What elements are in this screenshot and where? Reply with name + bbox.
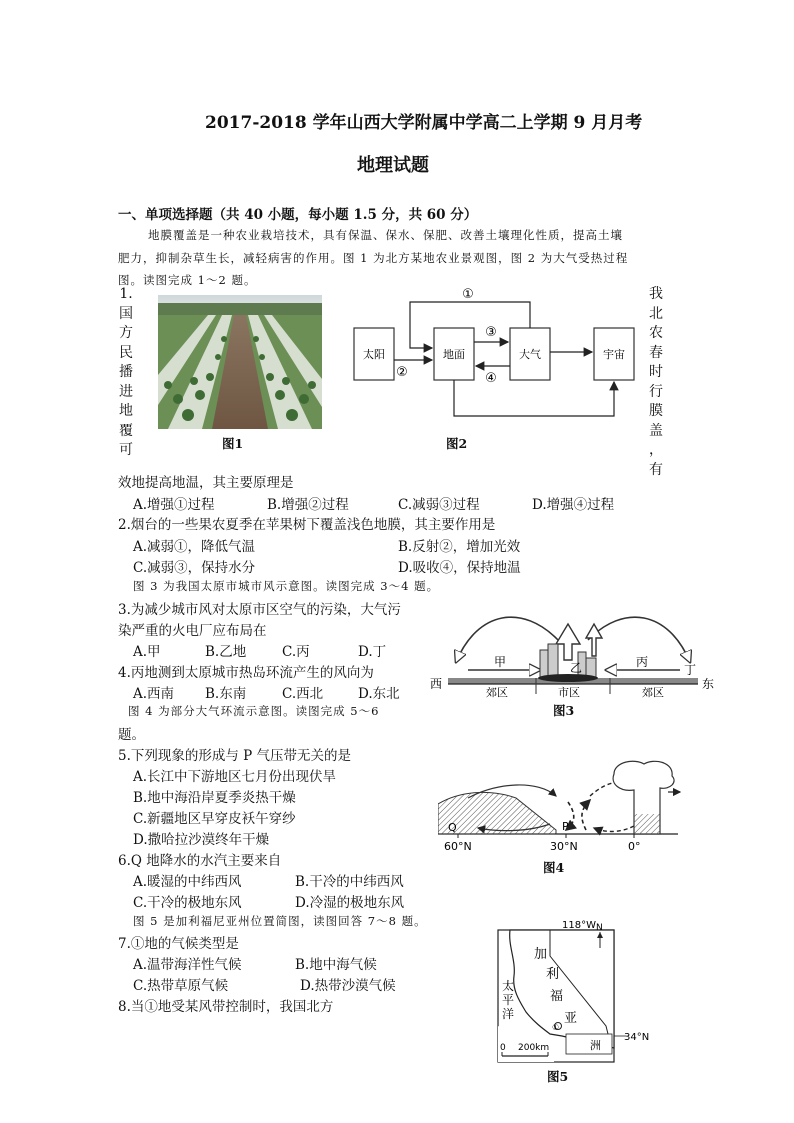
figure-5-map [490, 916, 660, 1066]
fig5-label-lon: 118°W [562, 920, 596, 931]
q1-option-c: C.减弱③过程 [398, 497, 480, 513]
fig3-label-jia: 甲 [494, 655, 507, 669]
q4-stem: 4.丙地测到太原城市热岛环流产生的风向为 [118, 665, 374, 681]
figure-2-caption: 图2 [446, 436, 468, 451]
fig2-label-3: ③ [485, 325, 497, 340]
fig3-label-yi: 乙 [570, 661, 583, 675]
q2-option-d: D.吸收④，保持地温 [398, 560, 521, 576]
q1-left-char: 覆 [119, 422, 133, 439]
q6-option-b: B.干冷的中纬西风 [295, 874, 404, 890]
q1-right-char: 有 [649, 461, 663, 478]
fig3-label-west: 西 [430, 677, 443, 691]
q6-option-d: D.冷湿的极地东风 [295, 895, 405, 911]
intro-q3-q4: 图 3 为我国太原市城市风示意图。读图完成 3～4 题。 [133, 579, 440, 593]
q2-option-b: B.反射②，增加光效 [398, 539, 521, 555]
q5-option-a: A.长江中下游地区七月份出现伏旱 [133, 769, 337, 785]
figure-3-diagram [428, 600, 718, 700]
q1-left-char: 进 [119, 383, 133, 400]
figure-2-diagram [350, 288, 640, 428]
fig5-label-li: 利 [546, 967, 560, 982]
fig5-label-jia: 加 [534, 947, 548, 962]
intro-q5-q6-line1: 图 4 为部分大气环流示意图。读图完成 5～6 [128, 704, 380, 718]
q3-stem-line1: 3.为减少城市风对太原市区空气的污染，大气污 [118, 602, 401, 618]
q1-right-char: 春 [649, 344, 663, 361]
q1-option-a: A.增强①过程 [133, 497, 215, 513]
intro-q5-q6-line2: 题。 [118, 727, 145, 743]
fig5-label-ya: 亚 [564, 1011, 578, 1026]
q1-left-char: 1. [119, 286, 133, 302]
section-heading: 一、单项选择题（共 40 小题，每小题 1.5 分，共 60 分） [118, 207, 478, 223]
fig5-label-lat: 34°N [624, 1032, 650, 1043]
fig5-label-pacific-1: 太 [502, 979, 515, 993]
q1-left-char: 地 [119, 403, 133, 419]
fig3-label-urban: 市区 [558, 686, 580, 699]
fig4-label-p: P [562, 820, 569, 833]
page-title: 2017-2018 学年山西大学附属中学高二上学期 9 月月考 [205, 113, 643, 133]
intro-q7-q8: 图 5 是加利福尼亚州位置简图，读图回答 7～8 题。 [133, 914, 427, 928]
fig3-label-bing: 丙 [636, 655, 649, 669]
q6-option-c: C.干冷的极地东风 [133, 895, 242, 911]
q1-left-char: 民 [119, 344, 133, 361]
fig4-label-lat60: 60°N [444, 840, 472, 853]
q3-option-c: C.丙 [282, 644, 310, 660]
fig5-label-scale: 200km [518, 1043, 550, 1053]
intro-line-3: 图。读图完成 1～2 题。 [118, 273, 257, 287]
q1-right-char: 农 [649, 325, 663, 341]
q1-right-column [648, 285, 664, 480]
figure-1-caption: 图1 [222, 436, 244, 451]
fig5-label-pacific-3: 洋 [502, 1007, 515, 1021]
q4-option-b: B.东南 [205, 686, 247, 702]
q6-stem: 6.Q 地降水的水汽主要来自 [118, 853, 282, 869]
intro-line-1: 地膜覆盖是一种农业栽培技术，具有保温、保水、保肥、改善土壤理化性质，提高土壤 [148, 228, 623, 242]
q1-right-char: 盖 [649, 422, 663, 439]
fig5-label-north: N [596, 923, 603, 933]
q5-option-d: D.撒哈拉沙漠终年干燥 [133, 832, 270, 848]
q3-stem-line2: 染严重的火电厂应布局在 [118, 623, 267, 639]
fig2-label-1: ① [462, 288, 474, 302]
q3-option-b: B.乙地 [205, 644, 247, 660]
q1-option-d: D.增强④过程 [532, 497, 615, 513]
q1-right-char: 行 [649, 383, 663, 400]
q1-left-char: 播 [119, 364, 133, 380]
fig3-label-east: 东 [702, 677, 715, 691]
fig5-label-zhou: 洲 [590, 1039, 601, 1052]
q7-option-b: B.地中海气候 [295, 957, 377, 973]
q6-option-a: A.暖湿的中纬西风 [133, 874, 242, 890]
figure-1-photo [158, 295, 322, 429]
q7-stem: 7.①地的气候类型是 [118, 936, 239, 952]
intro-line-2: 肥力，抑制杂草生长，减轻病害的作用。图 1 为北方某地农业景观图，图 2 为大气受热过程 [118, 251, 629, 265]
q1-right-char: 膜 [649, 403, 663, 419]
q3-option-d: D.丁 [358, 644, 387, 660]
fig5-label-fu: 福 [550, 989, 564, 1004]
fig2-label-2: ② [396, 365, 408, 380]
q1-right-char: 北 [649, 305, 663, 322]
q5-option-c: C.新疆地区早穿皮袄午穿纱 [133, 811, 296, 827]
q2-option-c: C.减弱③，保持水分 [133, 560, 256, 576]
q4-option-a: A.西南 [133, 686, 175, 702]
fig2-box-sun: 太阳 [363, 348, 385, 361]
fig3-label-suburb-left: 郊区 [486, 686, 508, 699]
figure-5-caption: 图5 [547, 1069, 569, 1084]
q1-right-char: ， [649, 442, 663, 458]
figure-3-caption: 图3 [553, 703, 575, 718]
fig3-label-suburb-right: 郊区 [642, 686, 664, 699]
fig5-label-scale-zero: 0 [500, 1043, 506, 1053]
fig5-label-point: ① [552, 1023, 560, 1032]
q4-option-c: C.西北 [282, 686, 324, 702]
fig4-label-lat0: 0° [628, 840, 641, 853]
fig5-label-pacific-2: 平 [502, 993, 515, 1007]
fig4-label-lat30: 30°N [550, 840, 578, 853]
q3-option-a: A.甲 [133, 644, 161, 660]
figure-4-caption: 图4 [543, 860, 565, 875]
fig2-box-atmosphere: 大气 [519, 348, 541, 361]
q2-option-a: A.减弱①，降低气温 [133, 539, 256, 555]
q1-right-char: 时 [649, 364, 663, 380]
q8-stem: 8.当①地受某风带控制时，我国北方 [118, 999, 334, 1015]
q4-option-d: D.东北 [358, 686, 400, 702]
q5-stem: 5.下列现象的形成与 P 气压带无关的是 [118, 748, 352, 764]
q1-left-char: 国 [119, 305, 133, 322]
fig2-box-ground: 地面 [443, 348, 465, 361]
q2-stem: 2.烟台的一些果农夏季在苹果树下覆盖浅色地膜，其主要作用是 [118, 517, 496, 533]
q5-option-b: B.地中海沿岸夏季炎热干燥 [133, 790, 296, 806]
q7-option-c: C.热带草原气候 [133, 978, 229, 994]
fig2-box-space: 宇宙 [603, 348, 625, 361]
q1-left-char: 可 [119, 442, 133, 458]
q1-option-b: B.增强②过程 [267, 497, 349, 513]
q7-option-d: D.热带沙漠气候 [300, 978, 396, 994]
q1-left-column [118, 285, 134, 461]
fig2-label-4: ④ [485, 371, 497, 386]
q1-left-char: 方 [119, 325, 133, 341]
page-subtitle: 地理试题 [357, 155, 429, 176]
fig3-label-ding: 丁 [684, 663, 697, 677]
q1-continuation: 效地提高地温，其主要原理是 [118, 475, 294, 491]
figure-4-diagram [438, 758, 710, 858]
q7-option-a: A.温带海洋性气候 [133, 957, 242, 973]
q1-right-char: 我 [649, 286, 663, 302]
fig4-label-q: Q [448, 821, 457, 834]
